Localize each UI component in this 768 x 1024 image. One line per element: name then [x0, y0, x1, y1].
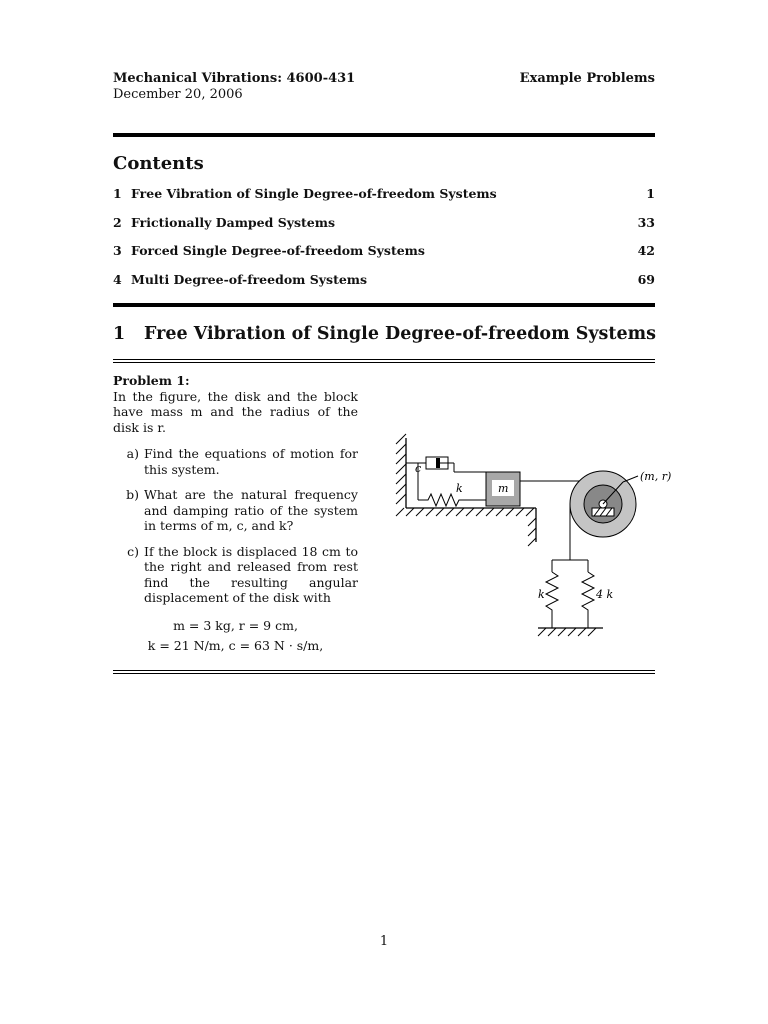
problem-part: [113, 544, 358, 606]
part-label: c): [127, 543, 139, 559]
document-type: Example Problems: [519, 71, 655, 86]
problem-parts: [113, 446, 358, 606]
toc-entry-number: 2: [113, 215, 122, 230]
toc-entry-title: Multi Degree-of-freedom Systems: [131, 272, 368, 287]
top-rule: [113, 133, 655, 137]
toc-entry-title: Free Vibration of Single Degree-of-freedom Systems: [131, 186, 497, 201]
part-text: What are the natural frequency and damping ratio of the system in terms of m, c, and k?: [144, 487, 358, 533]
given-values: [113, 616, 358, 656]
toc-entry[interactable]: [113, 243, 655, 258]
contents-heading: Contents: [113, 153, 204, 174]
spring-horizontal: [418, 494, 486, 506]
problem-intro: In the figure, the disk and the block have mass m and the radius of the disk is r.: [113, 388, 358, 435]
problem-end-rule: [113, 670, 655, 674]
toc-entry-page: 33: [637, 215, 655, 230]
disk-label: (m, r): [640, 470, 672, 483]
section-rule: [113, 359, 655, 363]
given-line-2: k = 21 N/m, c = 63 N · s/m,: [147, 637, 324, 653]
spring-label: k: [456, 482, 463, 495]
toc-entry[interactable]: [113, 186, 655, 201]
mechanism-figure: [388, 430, 678, 640]
problem-part: [113, 446, 358, 477]
part-text: If the block is displaced 18 cm to the right and released from rest find the resulting angular displacement of the disk with: [144, 543, 358, 605]
floor: [396, 508, 536, 546]
lower-spring-left-label: k: [538, 588, 545, 601]
disk: [570, 471, 638, 537]
toc-entry-title: Frictionally Damped Systems: [131, 215, 336, 230]
section-number: 1: [113, 324, 126, 344]
problem-part: [113, 487, 358, 534]
toc-entry-number: 4: [113, 272, 122, 287]
section-title: Free Vibration of Single Degree-of-freedom Systems: [144, 324, 656, 344]
damper-label: c: [415, 462, 422, 475]
given-line-1: m = 3 kg, r = 9 cm,: [173, 617, 298, 633]
toc-entry-page: 1: [646, 186, 655, 201]
lower-spring-right-label: 4 k: [596, 588, 614, 601]
toc-entry-number: 3: [113, 243, 122, 258]
problem-title: Problem 1:: [113, 373, 190, 388]
contents-bottom-rule: [113, 303, 655, 307]
document-header-left: [113, 71, 355, 103]
part-text: Find the equations of motion for this system.: [144, 446, 358, 477]
toc-entry[interactable]: [113, 272, 655, 287]
ground: [538, 628, 603, 636]
problem-1: [113, 373, 358, 656]
toc-entry-page: 69: [637, 272, 655, 287]
part-label: b): [126, 487, 139, 502]
part-label: a): [126, 446, 139, 461]
page-number: 1: [379, 934, 389, 949]
toc-entry[interactable]: [113, 215, 655, 230]
toc-entry-title: Forced Single Degree-of-freedom Systems: [131, 243, 425, 258]
toc-entry-number: 1: [113, 186, 122, 201]
toc-entry-page: 42: [637, 243, 655, 258]
section-heading: [113, 324, 656, 344]
left-wall: [396, 434, 406, 508]
document-date: December 20, 2006: [113, 87, 243, 102]
course-title: Mechanical Vibrations: 4600-431: [113, 71, 356, 86]
mass-label: m: [498, 482, 509, 495]
